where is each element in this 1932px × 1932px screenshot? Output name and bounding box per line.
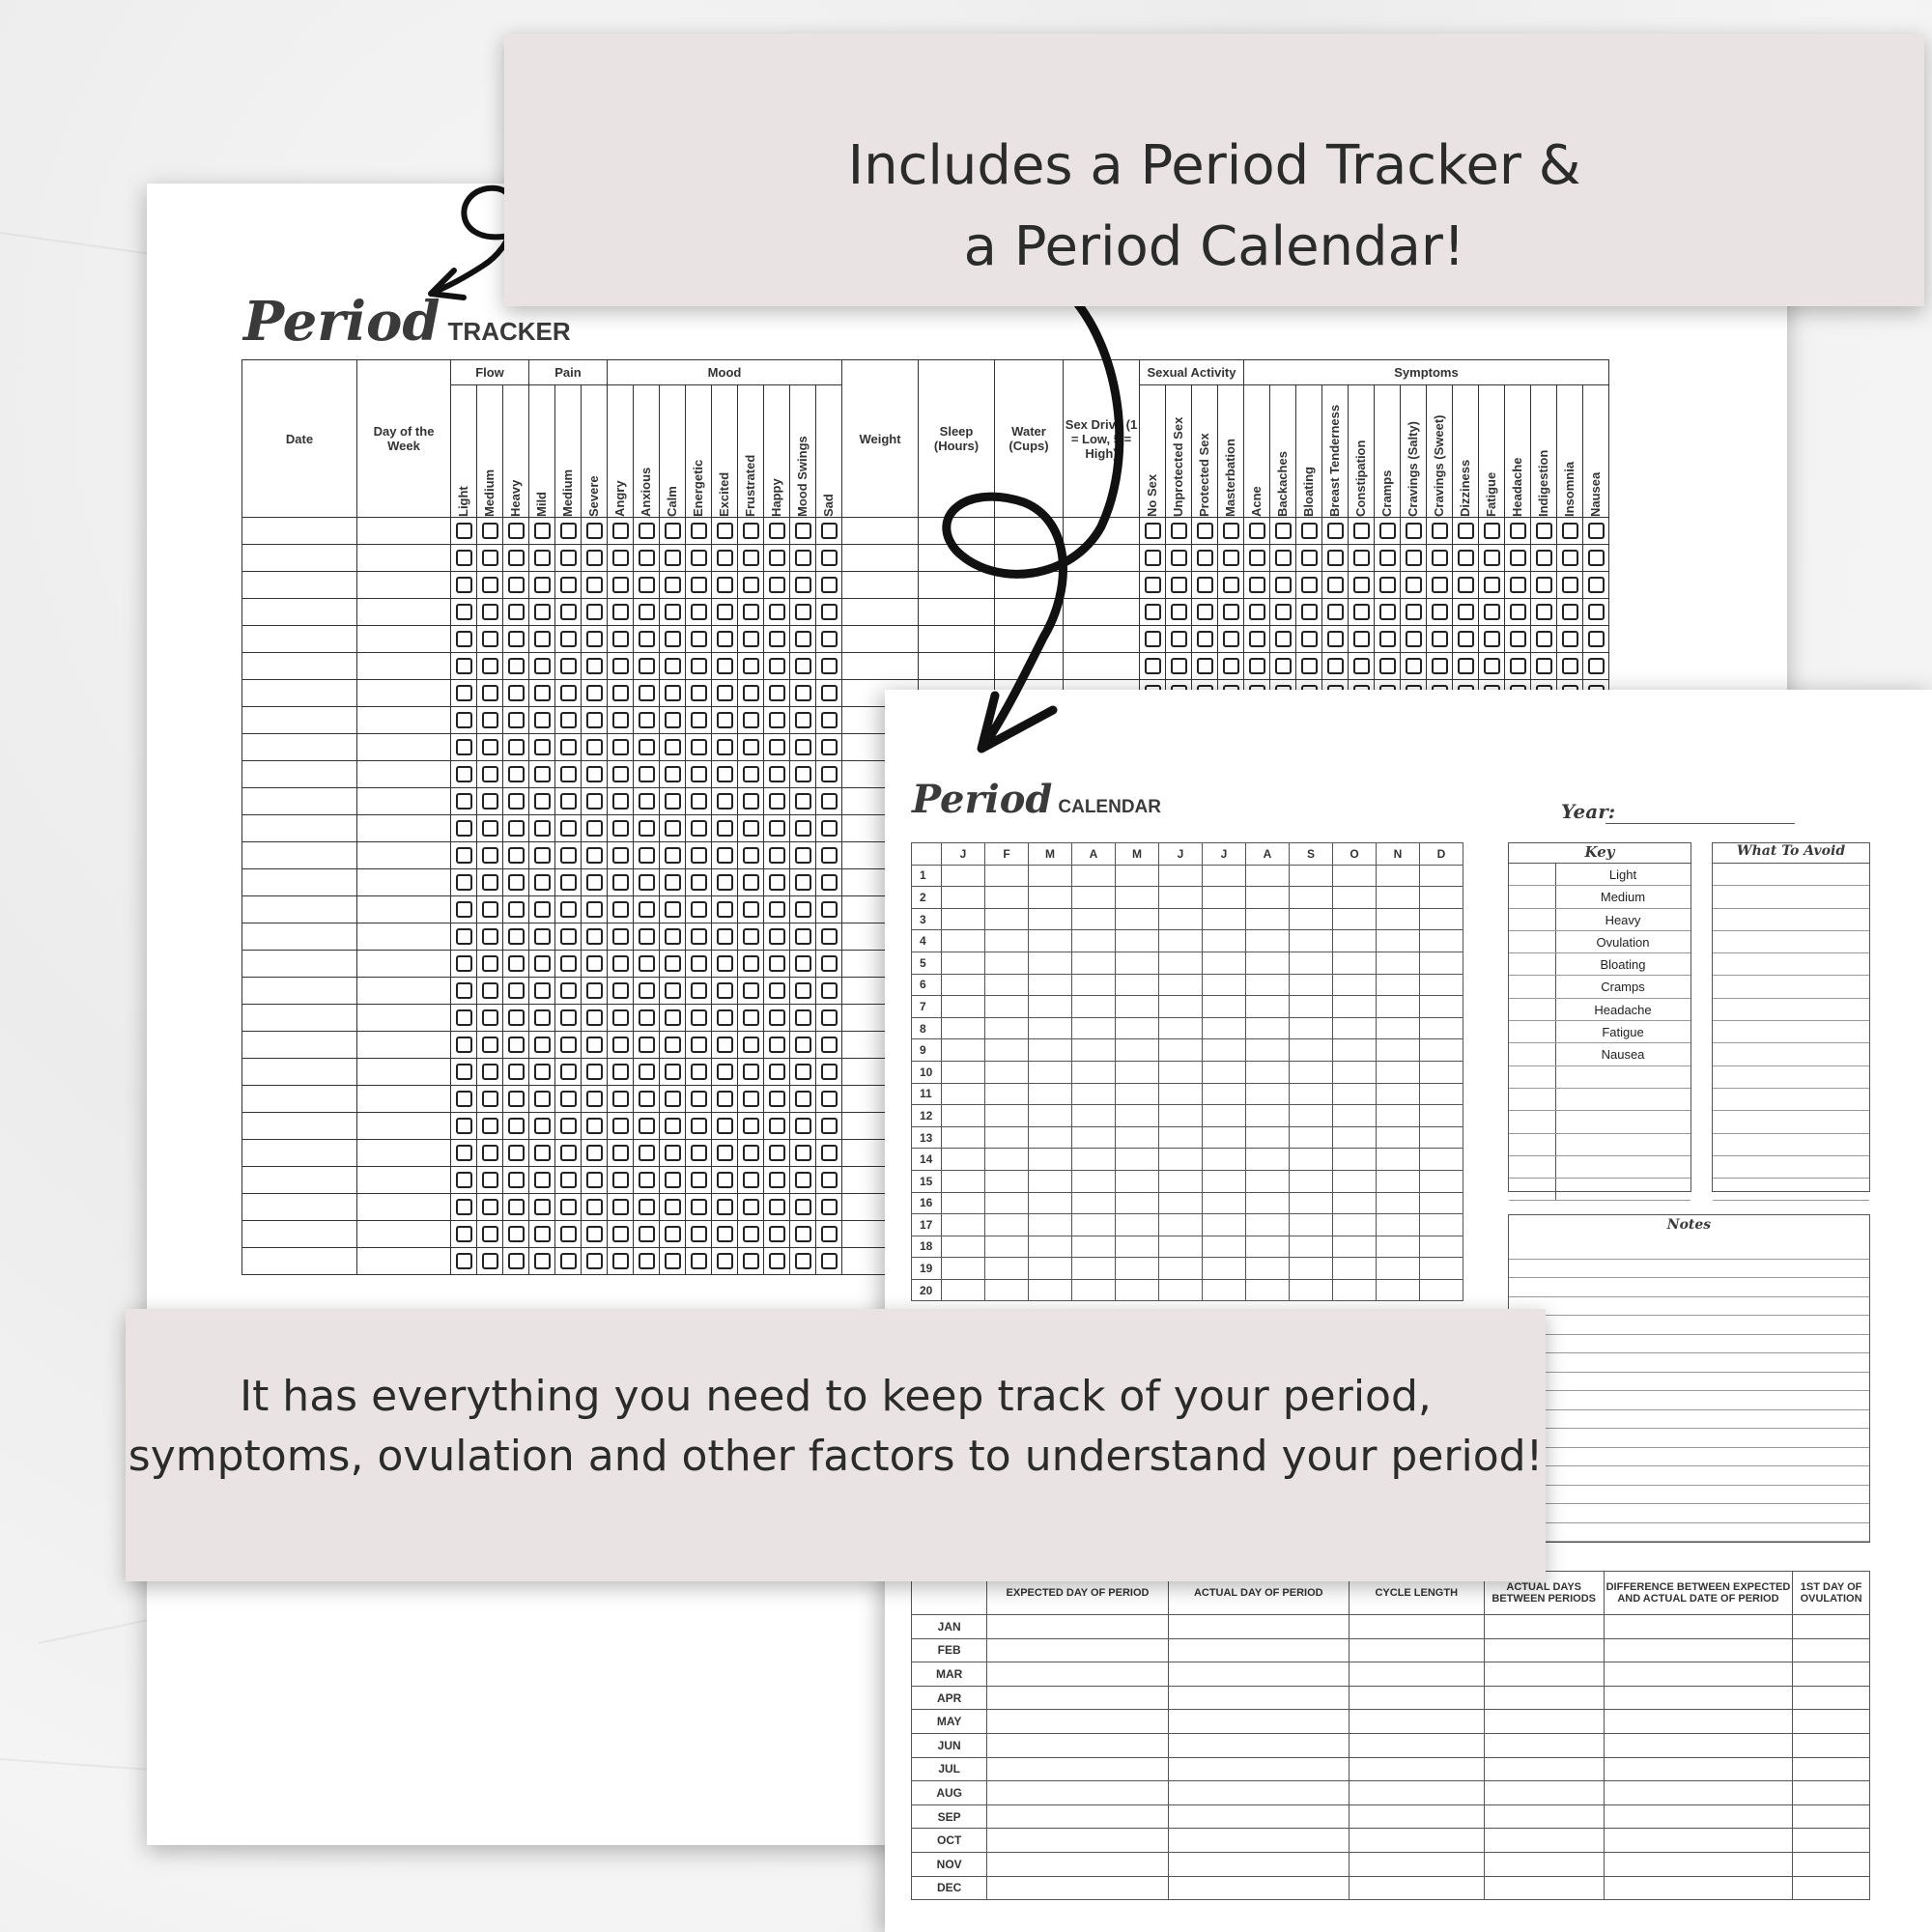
day-number: 19 (912, 1258, 942, 1280)
group-flow: Flow (451, 360, 529, 385)
day-number: 15 (912, 1170, 942, 1192)
bottom-banner-line-2: symptoms, ovulation and other factors to understand your period! (128, 1432, 1544, 1481)
col-label: Sad (821, 494, 836, 517)
col-label: Constipation (1353, 440, 1368, 517)
col-label: Indigestion (1536, 449, 1550, 517)
key-label: Headache (1594, 1002, 1652, 1017)
group-mood: Mood (608, 360, 842, 385)
summary-month: JUN (912, 1733, 987, 1757)
col-label: Dizziness (1458, 459, 1472, 517)
day-number: 13 (912, 1126, 942, 1149)
col-label: Cramps (1379, 469, 1394, 517)
col-label: Masterbation (1223, 439, 1237, 517)
day-number: 7 (912, 996, 942, 1018)
month-header: M (1029, 843, 1072, 866)
month-header: J (1203, 843, 1246, 866)
summary-month: MAY (912, 1710, 987, 1734)
group-pain: Pain (529, 360, 608, 385)
summary-month: APR (912, 1686, 987, 1710)
col-label: Energetic (691, 459, 705, 517)
arrowhead-calendar-icon (981, 696, 1053, 749)
summary-header: ACTUAL DAYS BETWEEN PERIODS (1484, 1572, 1604, 1615)
day-number: 18 (912, 1236, 942, 1258)
col-label: Calm (665, 486, 679, 517)
col-sex-drive: Sex Drive (1 = Low, 5 = High) (1064, 360, 1140, 518)
bottom-banner-line-1: It has everything you need to keep track of your period, (240, 1372, 1432, 1421)
what-to-avoid-title: What To Avoid (1713, 843, 1869, 864)
month-header: A (1246, 843, 1290, 866)
key-label: Ovulation (1596, 934, 1650, 950)
col-label: Headache (1510, 457, 1524, 517)
calendar-title-script: Period (912, 777, 1053, 822)
day-number: 6 (912, 974, 942, 996)
month-header: J (942, 843, 985, 866)
top-banner (504, 34, 1924, 306)
col-label: Mild (534, 492, 549, 517)
day-number: 10 (912, 1061, 942, 1083)
col-label: Cravings (Sweet) (1432, 414, 1446, 517)
summary-month: OCT (912, 1829, 987, 1853)
col-water: Water (Cups) (995, 360, 1064, 518)
col-label: Unprotected Sex (1171, 416, 1185, 517)
col-label: Anxious (639, 467, 653, 517)
col-label: Acne (1249, 486, 1264, 517)
month-header: J (1159, 843, 1203, 866)
month-header: M (1116, 843, 1159, 866)
col-weight: Weight (842, 360, 919, 518)
col-label: Frustrated (743, 454, 757, 517)
summary-month: JUL (912, 1757, 987, 1781)
day-number: 3 (912, 908, 942, 930)
col-label: Nausea (1588, 471, 1603, 517)
month-header: S (1290, 843, 1333, 866)
key-label: Medium (1600, 890, 1646, 905)
col-label: Heavy (508, 479, 523, 517)
col-label: Fatigue (1484, 471, 1498, 517)
day-number: 11 (912, 1083, 942, 1105)
key-label: Fatigue (1602, 1025, 1644, 1040)
key-label: Bloating (1600, 957, 1646, 973)
day-number: 17 (912, 1214, 942, 1236)
tracker-title-script: Period (243, 290, 440, 354)
calendar-title-caps: CALENDAR (1058, 797, 1161, 817)
day-number: 4 (912, 930, 942, 952)
col-date: Date (242, 360, 357, 518)
top-banner-line-2: a Period Calendar! (963, 215, 1465, 278)
col-label: Happy (769, 478, 783, 517)
summary-header: 1ST DAY OF OVULATION (1793, 1572, 1870, 1615)
summary-month: SEP (912, 1804, 987, 1829)
col-label: Protected Sex (1197, 433, 1211, 517)
year-label: Year: (1561, 800, 1616, 823)
key-label: Cramps (1601, 980, 1645, 995)
summary-month: DEC (912, 1876, 987, 1900)
summary-month: MAR (912, 1662, 987, 1687)
day-number: 8 (912, 1017, 942, 1039)
day-number: 20 (912, 1279, 942, 1301)
month-header: F (985, 843, 1029, 866)
col-label: Breast Tenderness (1327, 404, 1342, 517)
bottom-banner (126, 1309, 1546, 1581)
summary-header: ACTUAL DAY OF PERIOD (1168, 1572, 1349, 1615)
col-label: Cravings (Salty) (1406, 421, 1420, 517)
top-banner-line-1: Includes a Period Tracker & (847, 134, 1581, 197)
col-label: Light (456, 486, 470, 517)
notes-title: Notes (1666, 1217, 1712, 1233)
col-label: No Sex (1145, 473, 1159, 517)
col-label: Mood Swings (795, 436, 810, 517)
summary-header: EXPECTED DAY OF PERIOD (987, 1572, 1168, 1615)
key-title: Key (1509, 843, 1690, 864)
col-sleep: Sleep (Hours) (919, 360, 995, 518)
month-header: A (1072, 843, 1116, 866)
curly-arrow-to-calendar-icon (947, 292, 1120, 744)
summary-month: JAN (912, 1615, 987, 1639)
group-symptoms: Symptoms (1244, 360, 1609, 385)
day-number: 5 (912, 952, 942, 974)
day-number: 14 (912, 1149, 942, 1171)
group-sexual-activity: Sexual Activity (1140, 360, 1244, 385)
month-header: N (1377, 843, 1420, 866)
col-label: Angry (612, 480, 627, 517)
day-number: 2 (912, 887, 942, 909)
summary-month: NOV (912, 1852, 987, 1876)
summary-header: CYCLE LENGTH (1349, 1572, 1484, 1615)
col-label: Medium (560, 469, 575, 517)
col-label: Severe (586, 475, 601, 517)
tracker-title-caps: TRACKER (447, 317, 571, 346)
month-header: O (1333, 843, 1377, 866)
col-label: Backaches (1275, 451, 1290, 517)
col-label: Bloating (1301, 467, 1316, 517)
day-number: 1 (912, 865, 942, 887)
col-label: Insomnia (1562, 461, 1577, 517)
day-number: 9 (912, 1039, 942, 1062)
key-label: Heavy (1605, 912, 1641, 927)
summary-month: AUG (912, 1781, 987, 1805)
col-day-of-week: Day of the Week (357, 360, 451, 518)
summary-header: DIFFERENCE BETWEEN EXPECTED AND ACTUAL DATE OF PERIOD (1604, 1572, 1792, 1615)
day-number: 12 (912, 1105, 942, 1127)
day-number: 16 (912, 1192, 942, 1214)
month-header: D (1420, 843, 1463, 866)
col-label: Excited (717, 471, 731, 517)
col-label: Medium (482, 469, 497, 517)
key-label: Nausea (1601, 1047, 1645, 1063)
key-label: Light (1608, 867, 1637, 882)
summary-month: FEB (912, 1638, 987, 1662)
